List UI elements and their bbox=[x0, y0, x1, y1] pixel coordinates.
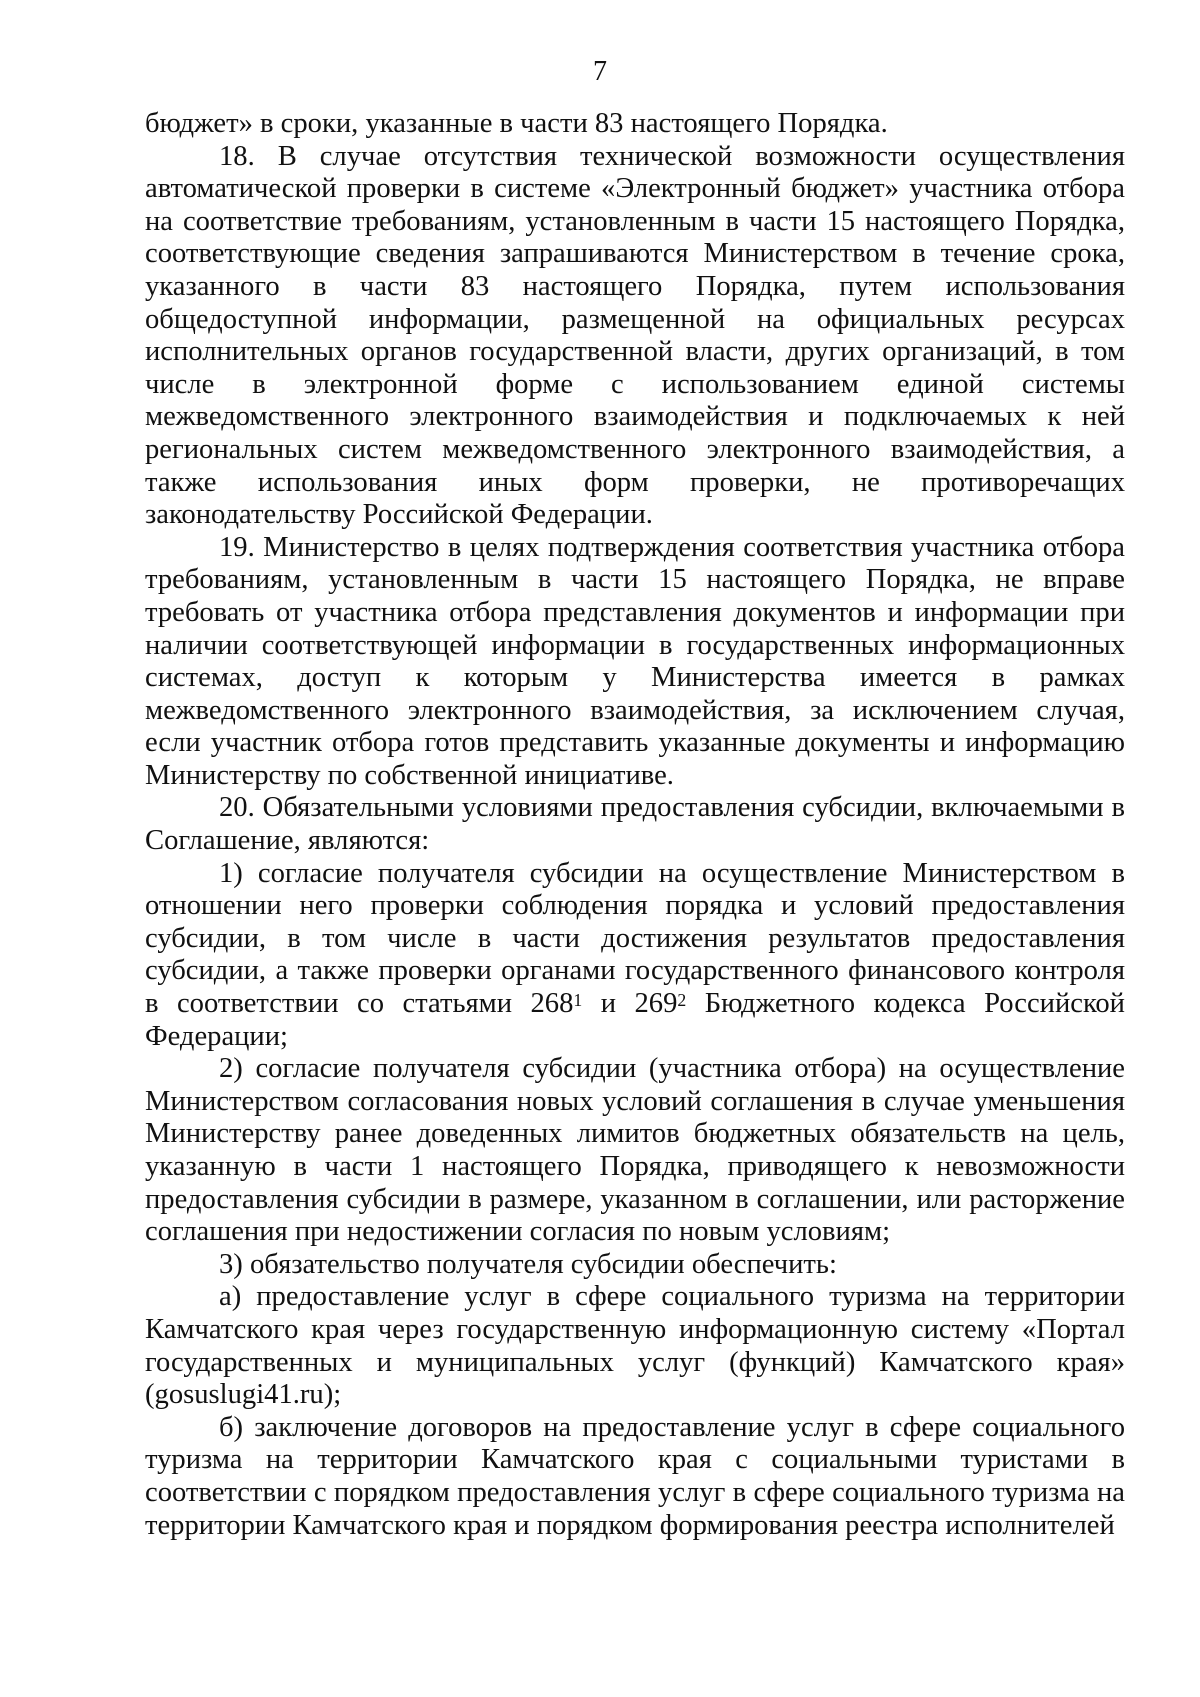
superscript-1: 1 bbox=[573, 989, 583, 1010]
paragraph-20-item-3: 3) обязательство получателя субсидии обеспечить: bbox=[219, 1248, 837, 1280]
document-body bbox=[145, 108, 1125, 1542]
paragraph-19: 19. Министерство в целях подтверждения соответствия участника отбора требованиям, установленным в части 15 настоящего Порядка, не вправе требовать от участника отбора представления документов и информации при наличии соответствующей информации в государственных информационных системах, доступ к которым у Министерства имеется в рамках межведомственного электронного взаимодействия, за исключением случая, если участник отбора готов представить указанные документы и информацию Министерству по собственной инициативе. bbox=[145, 531, 1125, 791]
item-1-text-middle: и 269 bbox=[582, 988, 678, 1020]
paragraph-18: 18. В случае отсутствия технической возможности осуществления автоматической проверки в системе «Электронный бюджет» участника отбора на соответствие требованиям, установленным в части 15 настоящего Порядка, соответствующие сведения запрашиваются Министерством в течение срока, указанного в части 83 настоящего Порядка, путем использования общедоступной информации, размещенной на официальных ресурсах исполнительных органов государственной власти, других организаций, в том числе в электронной форме с использованием единой системы межведомственного электронного взаимодействия и подключаемых к ней региональных систем межведомственного электронного взаимодействия, а также использования иных форм проверки, не противоречащих законодательству Российской Федерации. bbox=[145, 140, 1125, 531]
paragraph-continuation: бюджет» в сроки, указанные в части 83 настоящего Порядка. bbox=[145, 108, 888, 139]
paragraph-20-item-2: 2) согласие получателя субсидии (участника отбора) на осуществление Министерством согласования новых условий соглашения в случае уменьшения Министерству ранее доведенных лимитов бюджетных обязательств на цель, указанную в части 1 настоящего Порядка, приводящего к невозможности предоставления субсидии в размере, указанном в соглашении, или расторжение соглашения при недостижении согласия по новым условиям; bbox=[145, 1053, 1125, 1248]
paragraph-20-item-3a: а) предоставление услуг в сфере социального туризма на территории Камчатского края через государственную информационную систему «Портал государственных и муниципальных услуг (функций) Камчатского края» (gosuslugi41.ru); bbox=[145, 1281, 1125, 1411]
paragraph-20: 20. Обязательными условиями предоставления субсидии, включаемыми в Соглашение, являются: bbox=[145, 792, 1125, 857]
page-number: 7 bbox=[593, 56, 607, 87]
item-1-text-end: Бюджетного кодекса Российской Федерации; bbox=[145, 988, 1125, 1052]
paragraph-20-item-1 bbox=[145, 858, 1125, 1054]
superscript-2: 2 bbox=[677, 989, 687, 1010]
item-1-text-start: 1) согласие получателя субсидии на осуществление Министерством в отношении него проверки соблюдения порядка и условий предоставления субсидии, в том числе в части достижения результатов предоставления субсидии, а также проверки органами государственного финансового контроля в соответствии со статьями 268 bbox=[145, 857, 1125, 1020]
paragraph-20-item-3b: б) заключение договоров на предоставление услуг в сфере социального туризма на территории Камчатского края с социальными туристами в соответствии с порядком предоставления услуг в сфере социального туризма на территории Камчатского края и порядком формирования реестра исполнителей bbox=[145, 1411, 1125, 1541]
